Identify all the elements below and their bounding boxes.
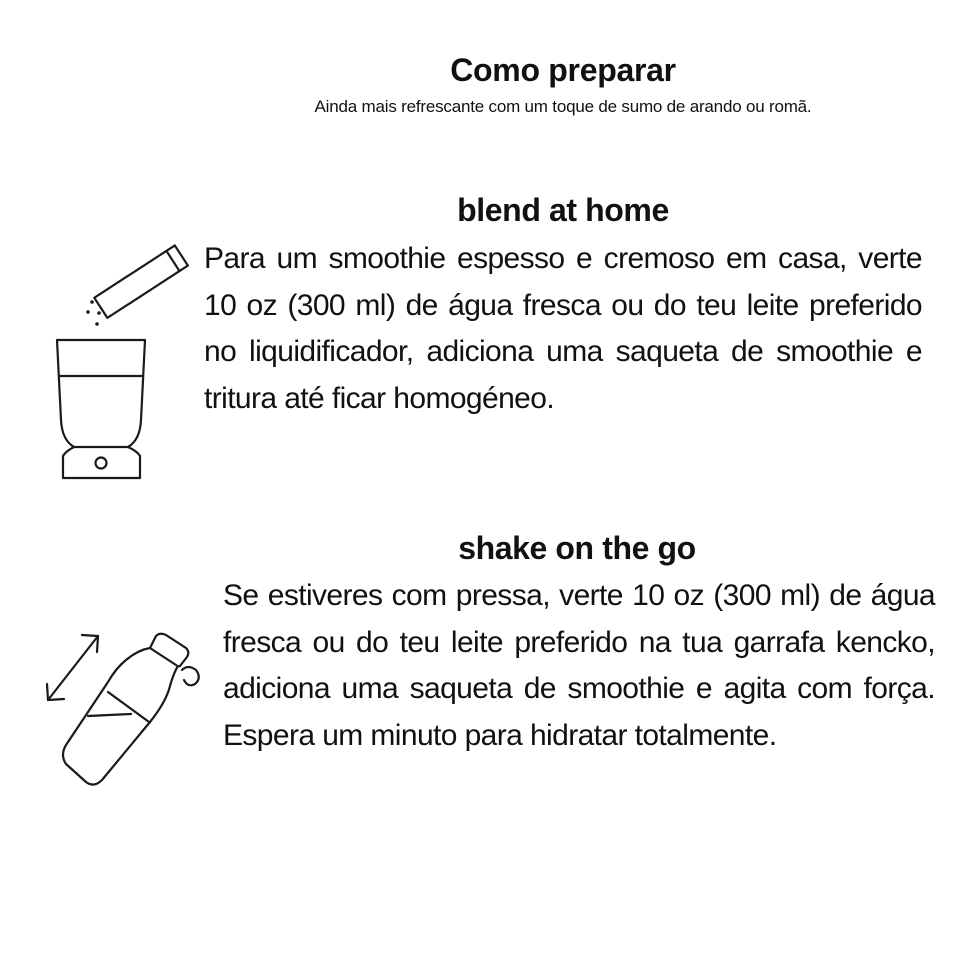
shaker-bottle-icon: [30, 620, 220, 800]
page-title: Como preparar: [450, 52, 676, 88]
section-body-blend-at-home: Para um smoothie espesso e cremoso em casa, verte 10 oz (300 ml) de água fresca ou do teu leite preferido no liquidificador, adiciona uma saqueta de smoothie e tritura até ficar homogéneo.: [204, 242, 922, 415]
blender-with-sachet-icon: [40, 240, 190, 490]
double-arrow-icon: [47, 635, 98, 700]
section-body-shake-on-the-go: Se estiveres com pressa, verte 10 oz (300 ml) de água fresca ou do teu leite preferido na tua garrafa kencko, adiciona uma saqueta de smoothie e agita com força. Espera um minuto para hidratar totalmente.: [223, 579, 935, 752]
page-subtitle: Ainda mais refrescante com um toque de sumo de arando ou romã.: [314, 97, 812, 116]
section-heading-blend-at-home: blend at home: [457, 192, 669, 228]
section-heading-shake-on-the-go: shake on the go: [458, 530, 696, 566]
